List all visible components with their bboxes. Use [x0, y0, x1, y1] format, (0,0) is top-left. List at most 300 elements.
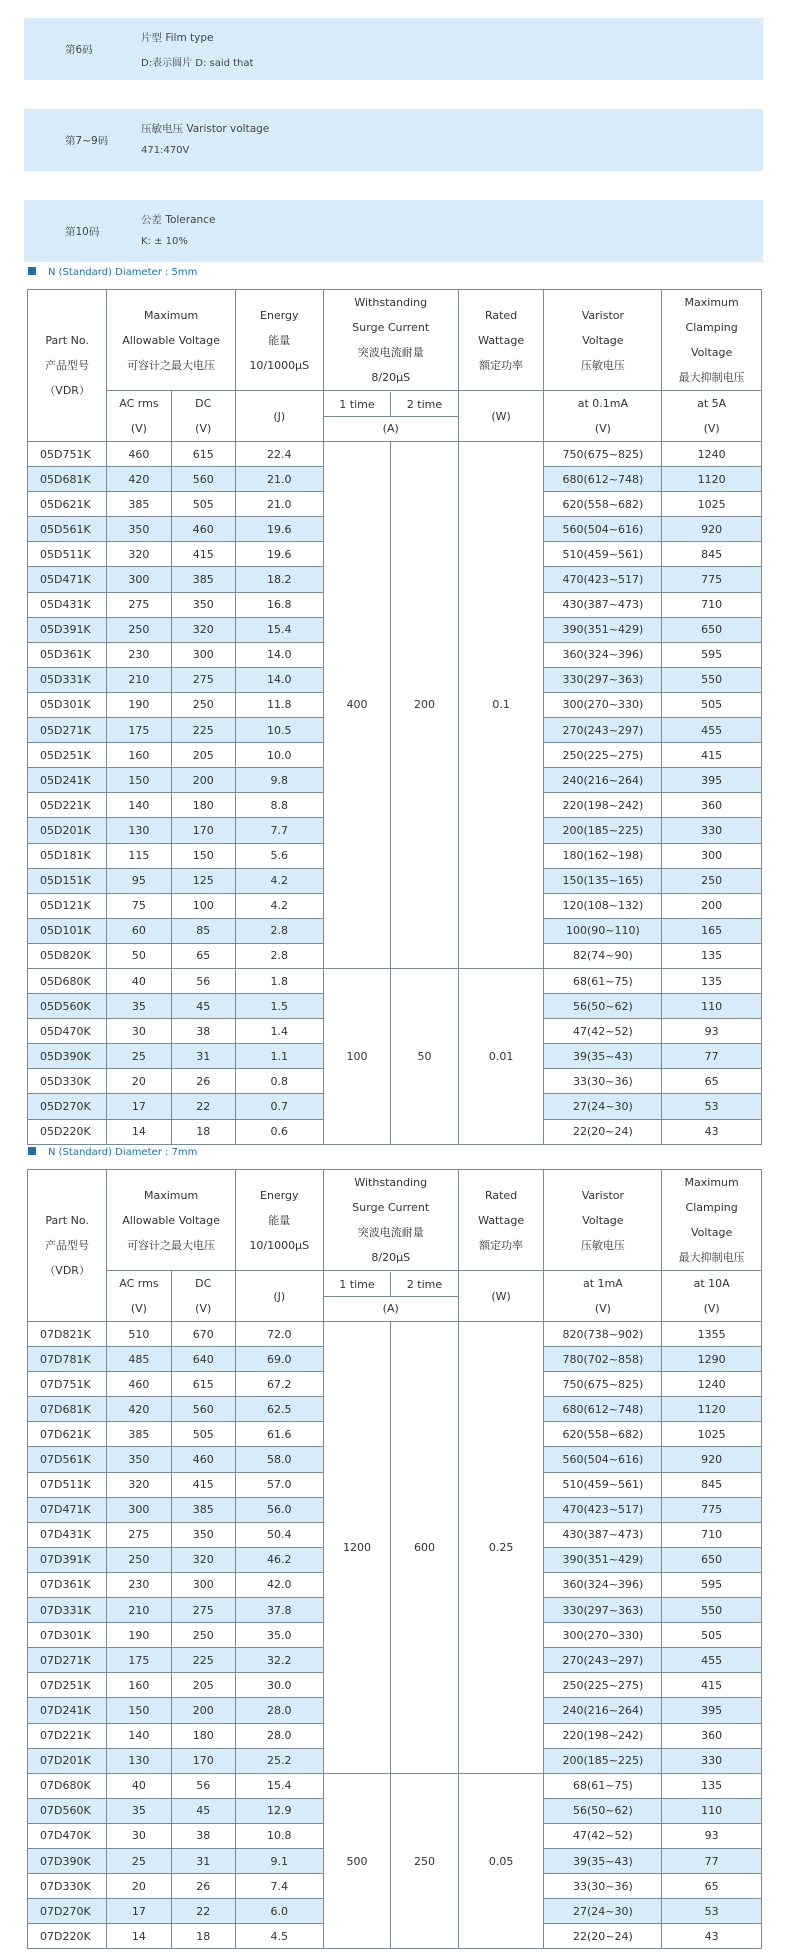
part-number-cell: 05D330K	[28, 1069, 107, 1094]
energy-cell: 32.2	[235, 1648, 323, 1673]
varistor-voltage-cell: 360(324~396)	[544, 642, 662, 667]
ac-rms-cell: 25	[107, 1044, 171, 1069]
header-dc	[171, 1271, 235, 1322]
section-bullet-icon	[28, 1147, 36, 1155]
energy-cell: 2.8	[235, 943, 323, 968]
clamping-voltage-cell: 165	[662, 918, 762, 943]
ac-rms-cell: 175	[107, 718, 171, 743]
dc-cell: 350	[171, 592, 235, 617]
energy-cell: 9.8	[235, 768, 323, 793]
varistor-voltage-cell: 680(612~748)	[544, 1397, 662, 1422]
header-line: 额定功率	[479, 1238, 524, 1252]
header-energy-unit: (J)	[235, 391, 323, 442]
varistor-voltage-cell: 47(42~52)	[544, 1823, 662, 1848]
code-box-tolerance	[24, 200, 763, 262]
varistor-voltage-cell: 22(20~24)	[544, 1119, 662, 1144]
clamping-voltage-cell: 775	[662, 567, 762, 592]
energy-cell: 11.8	[235, 692, 323, 717]
header-line: Voltage	[582, 333, 624, 347]
surge-2-time-cell: 250	[391, 1773, 459, 1949]
dc-cell: 250	[171, 692, 235, 717]
ac-rms-cell: 510	[107, 1322, 171, 1347]
part-number-cell: 05D820K	[28, 943, 107, 968]
varistor-voltage-cell: 270(243~297)	[544, 1648, 662, 1673]
varistor-voltage-cell: 820(738~902)	[544, 1322, 662, 1347]
dc-cell: 31	[171, 1044, 235, 1069]
code-description: K: ± 10%	[141, 236, 188, 247]
header-line: (V)	[703, 1302, 720, 1315]
varistor-voltage-cell: 750(675~825)	[544, 1372, 662, 1397]
energy-cell: 2.8	[235, 918, 323, 943]
part-number-cell: 05D181K	[28, 843, 107, 868]
dc-cell: 18	[171, 1924, 235, 1949]
energy-cell: 8.8	[235, 793, 323, 818]
varistor-voltage-cell: 47(42~52)	[544, 1019, 662, 1044]
energy-cell: 25.2	[235, 1748, 323, 1773]
clamping-voltage-cell: 1025	[662, 1422, 762, 1447]
header-one-time: 1 time	[324, 1272, 392, 1296]
varistor-voltage-cell: 180(162~198)	[544, 843, 662, 868]
part-number-cell: 07D391K	[28, 1547, 107, 1572]
dc-cell: 26	[171, 1069, 235, 1094]
ac-rms-cell: 250	[107, 1547, 171, 1572]
energy-cell: 9.1	[235, 1848, 323, 1873]
clamping-voltage-cell: 360	[662, 1723, 762, 1748]
energy-cell: 19.6	[235, 517, 323, 542]
clamping-voltage-cell: 65	[662, 1069, 762, 1094]
ac-rms-cell: 275	[107, 592, 171, 617]
varistor-voltage-cell: 200(185~225)	[544, 818, 662, 843]
clamping-voltage-cell: 455	[662, 718, 762, 743]
code-position: 第7~9码	[65, 135, 109, 147]
varistor-voltage-cell: 39(35~43)	[544, 1044, 662, 1069]
ac-rms-cell: 150	[107, 1698, 171, 1723]
code-description: 471:470V	[141, 145, 190, 156]
dc-cell: 205	[171, 743, 235, 768]
energy-cell: 28.0	[235, 1698, 323, 1723]
energy-cell: 72.0	[235, 1322, 323, 1347]
dc-cell: 670	[171, 1322, 235, 1347]
header-line: 能量	[268, 1213, 291, 1227]
clamping-voltage-cell: 43	[662, 1119, 762, 1144]
ac-rms-cell: 275	[107, 1522, 171, 1547]
surge-1-time-cell: 100	[323, 968, 391, 1144]
header-part-no	[28, 290, 107, 442]
part-number-cell: 07D471K	[28, 1497, 107, 1522]
dc-cell: 170	[171, 1748, 235, 1773]
header-line: 产品型号	[45, 359, 90, 372]
energy-cell: 10.8	[235, 1823, 323, 1848]
header-varistor-voltage	[544, 290, 662, 391]
code-title: 公差 Tolerance	[141, 214, 216, 226]
energy-cell: 21.0	[235, 492, 323, 517]
clamping-voltage-cell: 920	[662, 517, 762, 542]
dc-cell: 615	[171, 1372, 235, 1397]
header-varistor-voltage	[544, 1170, 662, 1271]
varistor-voltage-cell: 300(270~330)	[544, 692, 662, 717]
energy-cell: 14.0	[235, 667, 323, 692]
energy-cell: 61.6	[235, 1422, 323, 1447]
clamping-voltage-cell: 550	[662, 1598, 762, 1623]
header-row	[28, 1170, 762, 1271]
code-box-varistor-voltage	[24, 109, 763, 171]
header-line: (V)	[594, 422, 611, 435]
code-position: 第6码	[65, 44, 93, 56]
dc-cell: 180	[171, 793, 235, 818]
varistor-voltage-cell: 330(297~363)	[544, 1598, 662, 1623]
clamping-voltage-cell: 93	[662, 1823, 762, 1848]
part-number-cell: 05D251K	[28, 743, 107, 768]
header-clamping-voltage	[662, 290, 762, 391]
surge-1-time-cell: 1200	[323, 1322, 391, 1774]
energy-cell: 12.9	[235, 1798, 323, 1823]
part-number-cell: 07D221K	[28, 1723, 107, 1748]
clamping-voltage-cell: 77	[662, 1848, 762, 1873]
part-number-cell: 05D391K	[28, 617, 107, 642]
code-title: 片型 Film type	[141, 32, 214, 44]
ac-rms-cell: 35	[107, 994, 171, 1019]
ac-rms-cell: 150	[107, 768, 171, 793]
header-varistor-cond	[544, 1271, 662, 1322]
part-number-cell: 05D560K	[28, 994, 107, 1019]
clamping-voltage-cell: 595	[662, 642, 762, 667]
ac-rms-cell: 190	[107, 692, 171, 717]
section-heading-5mm: N (Standard) Diameter : 5mm	[28, 266, 197, 280]
header-line: Rated	[484, 308, 518, 322]
varistor-voltage-cell: 27(24~30)	[544, 1094, 662, 1119]
header-line: 8/20μS	[371, 1251, 411, 1264]
varistor-voltage-cell: 750(675~825)	[544, 442, 662, 467]
dc-cell: 300	[171, 642, 235, 667]
clamping-voltage-cell: 53	[662, 1899, 762, 1924]
surge-1-time-cell: 500	[323, 1773, 391, 1949]
ac-rms-cell: 385	[107, 492, 171, 517]
varistor-voltage-cell: 240(216~264)	[544, 768, 662, 793]
ac-rms-cell: 485	[107, 1347, 171, 1372]
dc-cell: 150	[171, 843, 235, 868]
part-number-cell: 05D681K	[28, 467, 107, 492]
dc-cell: 200	[171, 768, 235, 793]
varistor-voltage-cell: 56(50~62)	[544, 1798, 662, 1823]
part-number-cell: 05D271K	[28, 718, 107, 743]
part-number-cell: 07D251K	[28, 1673, 107, 1698]
clamping-voltage-cell: 650	[662, 617, 762, 642]
dc-cell: 100	[171, 893, 235, 918]
dc-cell: 275	[171, 667, 235, 692]
header-line: Allowable Voltage	[122, 1213, 220, 1227]
header-clamping-voltage	[662, 1170, 762, 1271]
header-line: 最大抑制电压	[678, 1251, 745, 1264]
clamping-voltage-cell: 845	[662, 542, 762, 567]
header-line: at 1mA	[582, 1277, 623, 1290]
dc-cell: 45	[171, 994, 235, 1019]
surge-2-time-cell: 200	[391, 442, 459, 969]
ac-rms-cell: 250	[107, 617, 171, 642]
part-number-cell: 05D390K	[28, 1044, 107, 1069]
spec-table-5mm	[27, 289, 762, 1145]
part-number-cell: 07D431K	[28, 1522, 107, 1547]
ac-rms-cell: 20	[107, 1874, 171, 1899]
wattage-cell: 0.1	[458, 442, 544, 969]
ac-rms-cell: 14	[107, 1924, 171, 1949]
varistor-voltage-cell: 270(243~297)	[544, 718, 662, 743]
ac-rms-cell: 175	[107, 1648, 171, 1673]
energy-cell: 4.2	[235, 893, 323, 918]
part-number-cell: 07D621K	[28, 1422, 107, 1447]
clamping-voltage-cell: 65	[662, 1874, 762, 1899]
surge-1-time-cell: 400	[323, 442, 391, 969]
clamping-voltage-cell: 300	[662, 843, 762, 868]
header-line: 10/1000μS	[249, 1238, 310, 1252]
part-number-cell: 05D431K	[28, 592, 107, 617]
dc-cell: 22	[171, 1094, 235, 1119]
energy-cell: 7.7	[235, 818, 323, 843]
clamping-voltage-cell: 710	[662, 1522, 762, 1547]
header-two-time: 2 time	[406, 397, 443, 411]
ac-rms-cell: 40	[107, 968, 171, 993]
part-number-cell: 07D680K	[28, 1773, 107, 1798]
ac-rms-cell: 320	[107, 542, 171, 567]
clamping-voltage-cell: 250	[662, 868, 762, 893]
energy-cell: 10.5	[235, 718, 323, 743]
section-bullet-icon	[28, 267, 36, 275]
ac-rms-cell: 50	[107, 943, 171, 968]
clamping-voltage-cell: 550	[662, 667, 762, 692]
clamping-voltage-cell: 1240	[662, 442, 762, 467]
header-line: 产品型号	[45, 1239, 90, 1252]
energy-cell: 69.0	[235, 1347, 323, 1372]
header-line: Surge Current	[352, 1201, 430, 1214]
dc-cell: 38	[171, 1823, 235, 1848]
header-one-time: 1 time	[324, 392, 392, 416]
table-row	[28, 1322, 762, 1347]
dc-cell: 225	[171, 718, 235, 743]
ac-rms-cell: 320	[107, 1472, 171, 1497]
ac-rms-cell: 17	[107, 1094, 171, 1119]
header-line: （VDR）	[44, 384, 90, 397]
dc-cell: 560	[171, 1397, 235, 1422]
header-surge-unit: (A)	[382, 1301, 399, 1315]
header-line: DC	[195, 1277, 212, 1290]
header-line: Rated	[484, 1188, 518, 1202]
clamping-voltage-cell: 395	[662, 1698, 762, 1723]
energy-cell: 19.6	[235, 542, 323, 567]
header-line: Wattage	[478, 1213, 525, 1227]
header-line: Withstanding	[354, 1176, 428, 1189]
dc-cell: 415	[171, 542, 235, 567]
ac-rms-cell: 35	[107, 1798, 171, 1823]
header-line: 额定功率	[479, 358, 524, 372]
clamping-voltage-cell: 135	[662, 968, 762, 993]
energy-cell: 56.0	[235, 1497, 323, 1522]
header-line: 最大抑制电压	[678, 371, 745, 384]
energy-cell: 0.6	[235, 1119, 323, 1144]
dc-cell: 45	[171, 1798, 235, 1823]
varistor-voltage-cell: 33(30~36)	[544, 1874, 662, 1899]
varistor-voltage-cell: 430(387~473)	[544, 592, 662, 617]
dc-cell: 18	[171, 1119, 235, 1144]
clamping-voltage-cell: 595	[662, 1572, 762, 1597]
clamping-voltage-cell: 43	[662, 1924, 762, 1949]
table-row	[28, 442, 762, 467]
header-varistor-cond	[544, 391, 662, 442]
energy-cell: 46.2	[235, 1547, 323, 1572]
energy-cell: 21.0	[235, 467, 323, 492]
varistor-voltage-cell: 470(423~517)	[544, 1497, 662, 1522]
header-part-no	[28, 1170, 107, 1322]
section-heading-7mm: N (Standard) Diameter : 7mm	[28, 1146, 197, 1160]
header-line: Part No.	[45, 334, 89, 347]
dc-cell: 505	[171, 1422, 235, 1447]
part-number-cell: 07D511K	[28, 1472, 107, 1497]
surge-2-time-cell: 600	[391, 1322, 459, 1774]
part-number-cell: 07D331K	[28, 1598, 107, 1623]
header-max-voltage	[107, 1170, 236, 1271]
energy-cell: 30.0	[235, 1673, 323, 1698]
part-number-cell: 07D271K	[28, 1648, 107, 1673]
ac-rms-cell: 140	[107, 1723, 171, 1748]
header-line: (V)	[594, 1302, 611, 1315]
varistor-voltage-cell: 680(612~748)	[544, 467, 662, 492]
energy-cell: 14.0	[235, 642, 323, 667]
energy-cell: 35.0	[235, 1623, 323, 1648]
header-surge-units	[323, 391, 458, 442]
varistor-voltage-cell: 56(50~62)	[544, 994, 662, 1019]
clamping-voltage-cell: 505	[662, 692, 762, 717]
clamping-voltage-cell: 360	[662, 793, 762, 818]
energy-cell: 67.2	[235, 1372, 323, 1397]
header-line: 10/1000μS	[249, 358, 310, 372]
ac-rms-cell: 17	[107, 1899, 171, 1924]
header-wattage	[458, 1170, 544, 1271]
varistor-voltage-cell: 100(90~110)	[544, 918, 662, 943]
wattage-cell: 0.05	[458, 1773, 544, 1949]
header-wattage-unit: (W)	[458, 1271, 544, 1322]
clamping-voltage-cell: 135	[662, 1773, 762, 1798]
header-energy	[235, 1170, 323, 1271]
varistor-voltage-cell: 510(459~561)	[544, 542, 662, 567]
header-line: Voltage	[582, 1213, 624, 1227]
varistor-voltage-cell: 68(61~75)	[544, 968, 662, 993]
varistor-voltage-cell: 220(198~242)	[544, 793, 662, 818]
code-description: D:表示圆片 D: said that	[141, 58, 254, 69]
clamping-voltage-cell: 775	[662, 1497, 762, 1522]
header-line: (V)	[703, 422, 720, 435]
part-number-cell: 07D361K	[28, 1572, 107, 1597]
varistor-voltage-cell: 240(216~264)	[544, 1698, 662, 1723]
varistor-voltage-cell: 390(351~429)	[544, 1547, 662, 1572]
header-surge-unit: (A)	[382, 421, 399, 435]
varistor-voltage-cell: 250(225~275)	[544, 743, 662, 768]
varistor-voltage-cell: 120(108~132)	[544, 893, 662, 918]
part-number-cell: 07D390K	[28, 1848, 107, 1873]
header-clamping-cond	[662, 1271, 762, 1322]
header-energy-unit: (J)	[235, 1271, 323, 1322]
header-two-time: 2 time	[406, 1277, 443, 1291]
energy-cell: 50.4	[235, 1522, 323, 1547]
header-line: DC	[195, 397, 212, 410]
ac-rms-cell: 210	[107, 1598, 171, 1623]
dc-cell: 65	[171, 943, 235, 968]
dc-cell: 31	[171, 1848, 235, 1873]
ac-rms-cell: 230	[107, 642, 171, 667]
header-line: Varistor	[581, 1188, 625, 1202]
clamping-voltage-cell: 845	[662, 1472, 762, 1497]
header-row	[28, 391, 762, 442]
part-number-cell: 07D330K	[28, 1874, 107, 1899]
clamping-voltage-cell: 920	[662, 1447, 762, 1472]
varistor-voltage-cell: 82(74~90)	[544, 943, 662, 968]
varistor-voltage-cell: 33(30~36)	[544, 1069, 662, 1094]
table-row	[28, 968, 762, 993]
clamping-voltage-cell: 395	[662, 768, 762, 793]
header-dc	[171, 391, 235, 442]
ac-rms-cell: 210	[107, 667, 171, 692]
dc-cell: 250	[171, 1623, 235, 1648]
part-number-cell: 05D121K	[28, 893, 107, 918]
clamping-voltage-cell: 415	[662, 1673, 762, 1698]
clamping-voltage-cell: 415	[662, 743, 762, 768]
part-number-cell: 05D241K	[28, 768, 107, 793]
part-number-cell: 07D681K	[28, 1397, 107, 1422]
dc-cell: 560	[171, 467, 235, 492]
ac-rms-cell: 300	[107, 567, 171, 592]
header-line: 可容计之最大电压	[127, 1238, 216, 1252]
clamping-voltage-cell: 1355	[662, 1322, 762, 1347]
clamping-voltage-cell: 53	[662, 1094, 762, 1119]
varistor-voltage-cell: 39(35~43)	[544, 1848, 662, 1873]
part-number-cell: 05D201K	[28, 818, 107, 843]
dc-cell: 85	[171, 918, 235, 943]
part-number-cell: 05D270K	[28, 1094, 107, 1119]
header-line: AC rms	[119, 397, 159, 410]
clamping-voltage-cell: 110	[662, 994, 762, 1019]
ac-rms-cell: 30	[107, 1019, 171, 1044]
part-number-cell: 05D471K	[28, 567, 107, 592]
energy-cell: 62.5	[235, 1397, 323, 1422]
part-number-cell: 05D331K	[28, 667, 107, 692]
header-wattage-unit: (W)	[458, 391, 544, 442]
varistor-voltage-cell: 150(135~165)	[544, 868, 662, 893]
part-number-cell: 05D151K	[28, 868, 107, 893]
header-line: Varistor	[581, 308, 625, 322]
code-position: 第10码	[65, 226, 100, 238]
dc-cell: 170	[171, 818, 235, 843]
clamping-voltage-cell: 77	[662, 1044, 762, 1069]
ac-rms-cell: 140	[107, 793, 171, 818]
part-number-cell: 05D361K	[28, 642, 107, 667]
header-clamping-cond	[662, 391, 762, 442]
dc-cell: 56	[171, 1773, 235, 1798]
code-title: 压敏电压 Varistor voltage	[141, 123, 270, 135]
varistor-voltage-cell: 620(558~682)	[544, 1422, 662, 1447]
ac-rms-cell: 40	[107, 1773, 171, 1798]
clamping-voltage-cell: 93	[662, 1019, 762, 1044]
energy-cell: 1.1	[235, 1044, 323, 1069]
varistor-voltage-cell: 780(702~858)	[544, 1347, 662, 1372]
clamping-voltage-cell: 1240	[662, 1372, 762, 1397]
header-line: Withstanding	[354, 296, 428, 309]
header-line: 突波电流耐量	[357, 346, 424, 359]
clamping-voltage-cell: 135	[662, 943, 762, 968]
dc-cell: 125	[171, 868, 235, 893]
ac-rms-cell: 130	[107, 1748, 171, 1773]
header-surge-current	[323, 290, 458, 391]
clamping-voltage-cell: 1025	[662, 492, 762, 517]
header-row	[28, 290, 762, 391]
dc-cell: 320	[171, 1547, 235, 1572]
dc-cell: 200	[171, 1698, 235, 1723]
